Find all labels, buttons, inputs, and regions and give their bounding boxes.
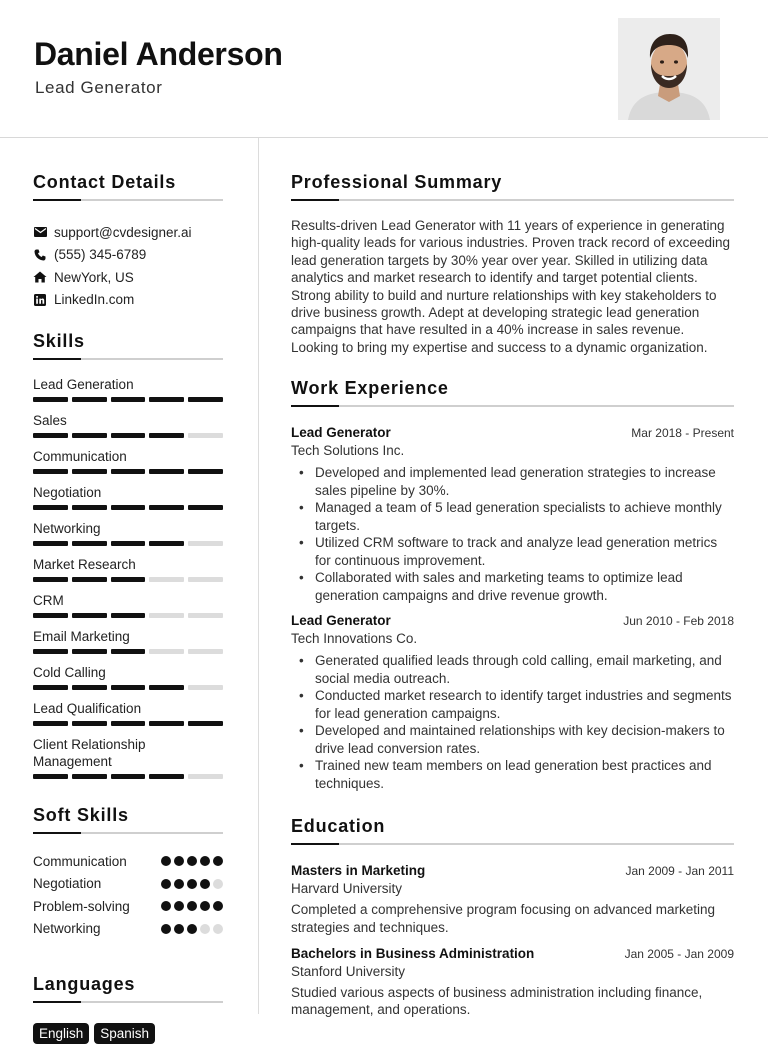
section-rule xyxy=(33,199,223,201)
skill-level-segment xyxy=(111,613,146,618)
section-rule xyxy=(291,405,734,407)
contact-linkedin-text: LinkedIn.com xyxy=(54,292,135,308)
skill-level-bar xyxy=(33,721,223,726)
rating-dot xyxy=(174,924,184,934)
skill-level-segment xyxy=(149,577,184,582)
rating-dot xyxy=(187,856,197,866)
rating-dot xyxy=(187,901,197,911)
languages-section xyxy=(33,974,223,1044)
skill-level-segment xyxy=(72,685,107,690)
sidebar xyxy=(33,138,223,1044)
skill-level-segment xyxy=(188,541,223,546)
rating-dot xyxy=(200,901,210,911)
education-date: Jan 2009 - Jan 2011 xyxy=(625,864,734,879)
summary-section xyxy=(291,172,734,356)
school-name: Stanford University xyxy=(291,964,406,980)
skill-level-bar xyxy=(33,613,223,618)
skill-item xyxy=(33,448,223,474)
summary-text: Results-driven Lead Generator with 11 years of experience in generating high-quality leads for various industries. Proven track record of exceeding lead generation targets by 30% year over year. Skilled in utilizing data analytics and market research to identify and target potential clients. Strong ability to build and nurture relationships with key stakeholders to drive business growth. Adept at developing strategic lead generation campaigns that have resulted in a 40% increase in sales revenue. Looking to bring my expertise and success to a dynamic organization. xyxy=(291,218,730,355)
job-bullets xyxy=(291,464,734,604)
education-heading: Education xyxy=(291,816,386,837)
skill-level-segment xyxy=(111,577,146,582)
skill-level-segment xyxy=(33,433,68,438)
skill-level-bar xyxy=(33,577,223,582)
rating-dot xyxy=(161,879,171,889)
skill-level-segment xyxy=(72,397,107,402)
contact-email[interactable] xyxy=(33,221,223,244)
rating-dot xyxy=(161,924,171,934)
degree-title: Bachelors in Business Administration xyxy=(291,946,535,962)
job-title: Lead Generator xyxy=(291,425,391,441)
skill-name: Communication xyxy=(33,449,127,464)
job-bullet: • Conducted market research to identify target industries and segments for lead generation campaigns. xyxy=(291,687,734,722)
contact-email-text: support@cvdesigner.ai xyxy=(54,224,192,240)
skill-level-segment xyxy=(33,721,68,726)
soft-skill-name: Problem-solving xyxy=(33,898,130,914)
job-title: Lead Generator xyxy=(291,613,391,629)
skill-level-segment xyxy=(72,721,107,726)
school-name: Harvard University xyxy=(291,881,403,897)
soft-skill-rating xyxy=(161,856,223,866)
skill-level-segment xyxy=(33,469,68,474)
soft-skills-heading: Soft Skills xyxy=(33,805,129,825)
skill-level-segment xyxy=(111,469,146,474)
job-bullet: • Collaborated with sales and marketing teams to optimize lead generation campaigns and drive revenue growth. xyxy=(291,569,734,604)
job-bullet: • Generated qualified leads through cold calling, email marketing, and social media outreach. xyxy=(291,652,734,687)
rating-dot xyxy=(161,856,171,866)
skill-level-segment xyxy=(72,541,107,546)
skill-item xyxy=(33,520,223,546)
skill-level-segment xyxy=(33,397,68,402)
soft-skill-item xyxy=(33,850,223,873)
job-bullet: • Trained new team members on lead generation best practices and techniques. xyxy=(291,757,734,792)
skill-name: Networking xyxy=(33,521,101,536)
skill-level-segment xyxy=(149,505,184,510)
candidate-name: Daniel Anderson xyxy=(34,36,283,72)
rating-dot xyxy=(174,901,184,911)
skill-level-segment xyxy=(33,505,68,510)
rating-dot xyxy=(213,924,223,934)
skill-item xyxy=(33,412,223,438)
envelope-icon xyxy=(33,225,47,239)
soft-skill-item xyxy=(33,895,223,918)
contact-location-text: NewYork, US xyxy=(54,269,134,285)
skill-level-segment xyxy=(111,541,146,546)
skill-level-bar xyxy=(33,541,223,546)
rating-dot xyxy=(200,924,210,934)
skill-level-bar xyxy=(33,433,223,438)
section-rule xyxy=(291,843,734,845)
main-content xyxy=(291,138,734,1019)
skill-level-segment xyxy=(72,649,107,654)
education-entry xyxy=(291,863,734,936)
skill-item xyxy=(33,700,223,726)
profile-photo xyxy=(618,18,720,120)
section-rule xyxy=(33,1001,223,1003)
skill-level-segment xyxy=(188,469,223,474)
soft-skill-rating xyxy=(161,924,223,934)
skill-name: Sales xyxy=(33,413,67,428)
languages-heading: Languages xyxy=(33,974,136,994)
job-entry xyxy=(291,425,734,604)
skill-name: Client Relationship Management xyxy=(33,737,146,769)
phone-icon xyxy=(33,248,47,262)
skill-level-segment xyxy=(33,541,68,546)
skill-item xyxy=(33,556,223,582)
skill-level-segment xyxy=(188,613,223,618)
contact-location xyxy=(33,266,223,289)
rating-dot xyxy=(174,879,184,889)
language-badge: Spanish xyxy=(94,1023,155,1044)
rating-dot xyxy=(213,879,223,889)
rating-dot xyxy=(187,924,197,934)
resume-header xyxy=(0,0,768,138)
soft-skills-section xyxy=(33,805,223,940)
skill-level-segment xyxy=(149,649,184,654)
skill-level-bar xyxy=(33,505,223,510)
soft-skill-rating xyxy=(161,879,223,889)
skill-level-segment xyxy=(188,721,223,726)
skill-level-segment xyxy=(72,433,107,438)
skill-level-segment xyxy=(111,505,146,510)
column-divider xyxy=(258,138,259,1014)
skill-level-segment xyxy=(33,774,68,779)
skill-level-bar xyxy=(33,685,223,690)
skill-level-segment xyxy=(149,433,184,438)
section-rule xyxy=(33,832,223,834)
job-bullet: • Managed a team of 5 lead generation specialists to achieve monthly targets. xyxy=(291,499,734,534)
skill-level-bar xyxy=(33,774,223,779)
skill-level-segment xyxy=(188,774,223,779)
skill-name: Lead Qualification xyxy=(33,701,142,716)
soft-skill-item xyxy=(33,918,223,941)
rating-dot xyxy=(213,856,223,866)
skill-level-segment xyxy=(111,685,146,690)
contact-linkedin[interactable] xyxy=(33,289,223,312)
skill-level-segment xyxy=(72,774,107,779)
rating-dot xyxy=(174,856,184,866)
skill-level-segment xyxy=(111,397,146,402)
soft-skill-rating xyxy=(161,901,223,911)
soft-skill-name: Networking xyxy=(33,921,101,937)
education-entry xyxy=(291,946,734,1019)
education-date: Jan 2005 - Jan 2009 xyxy=(624,947,734,962)
job-date: Mar 2018 - Present xyxy=(631,426,734,441)
soft-skill-name: Negotiation xyxy=(33,876,102,892)
person-portrait-icon xyxy=(618,18,720,120)
skill-level-segment xyxy=(188,505,223,510)
rating-dot xyxy=(200,856,210,866)
soft-skills-list xyxy=(33,850,223,940)
linkedin-icon xyxy=(33,293,47,307)
job-bullet: • Utilized CRM software to track and analyze lead generation metrics for continuous improvement. xyxy=(291,534,734,569)
skill-name: Email Marketing xyxy=(33,629,130,644)
skill-name: Market Research xyxy=(33,557,136,572)
skill-level-segment xyxy=(149,397,184,402)
contact-phone[interactable] xyxy=(33,244,223,267)
rating-dot xyxy=(161,901,171,911)
home-icon xyxy=(33,270,47,284)
skill-level-segment xyxy=(188,397,223,402)
skill-item xyxy=(33,376,223,402)
skill-name: Cold Calling xyxy=(33,665,106,680)
job-bullet: • Developed and maintained relationships with key decision-makers to drive lead conversion rates. xyxy=(291,722,734,757)
skill-level-segment xyxy=(188,577,223,582)
skill-level-segment xyxy=(188,433,223,438)
skill-item xyxy=(33,592,223,618)
skill-level-segment xyxy=(33,649,68,654)
candidate-title: Lead Generator xyxy=(35,78,163,97)
skill-level-segment xyxy=(111,433,146,438)
skill-level-segment xyxy=(149,774,184,779)
contact-phone-text: (555) 345-6789 xyxy=(54,247,147,263)
rating-dot xyxy=(187,879,197,889)
section-rule xyxy=(291,199,734,201)
skill-level-segment xyxy=(72,505,107,510)
skill-item xyxy=(33,484,223,510)
soft-skill-name: Communication xyxy=(33,853,127,869)
section-rule xyxy=(33,358,223,360)
skill-name: Lead Generation xyxy=(33,377,134,392)
skill-level-segment xyxy=(72,577,107,582)
education-section xyxy=(291,816,734,1019)
education-description: Studied various aspects of business administration including finance, management, and operations. xyxy=(291,985,703,1018)
skill-level-segment xyxy=(33,613,68,618)
skill-level-segment xyxy=(188,685,223,690)
skill-level-segment xyxy=(33,685,68,690)
skill-level-segment xyxy=(111,774,146,779)
contact-section xyxy=(33,172,223,311)
contact-list xyxy=(33,221,223,311)
degree-title: Masters in Marketing xyxy=(291,863,426,879)
skill-level-bar xyxy=(33,469,223,474)
languages-list xyxy=(33,1023,223,1044)
skill-name: CRM xyxy=(33,593,64,608)
contact-heading: Contact Details xyxy=(33,172,177,192)
skill-level-segment xyxy=(149,541,184,546)
skill-item xyxy=(33,628,223,654)
skill-name: Negotiation xyxy=(33,485,102,500)
soft-skill-item xyxy=(33,873,223,896)
skills-list xyxy=(33,376,223,779)
skill-level-segment xyxy=(149,613,184,618)
job-bullets xyxy=(291,652,734,792)
skills-section xyxy=(33,331,223,779)
job-company: Tech Innovations Co. xyxy=(291,631,418,647)
skill-level-segment xyxy=(149,469,184,474)
job-company: Tech Solutions Inc. xyxy=(291,443,405,459)
skill-item xyxy=(33,664,223,690)
skill-level-segment xyxy=(33,577,68,582)
skill-level-segment xyxy=(111,721,146,726)
skill-level-segment xyxy=(72,469,107,474)
job-entry xyxy=(291,613,734,792)
experience-section xyxy=(291,378,734,792)
skill-level-segment xyxy=(72,613,107,618)
experience-heading: Work Experience xyxy=(291,378,449,399)
skill-level-segment xyxy=(149,721,184,726)
job-date: Jun 2010 - Feb 2018 xyxy=(623,614,734,629)
skill-level-segment xyxy=(111,649,146,654)
skill-level-segment xyxy=(149,685,184,690)
job-bullet: • Developed and implemented lead generation strategies to increase sales pipeline by 30%. xyxy=(291,464,734,499)
skills-heading: Skills xyxy=(33,331,85,351)
skill-item xyxy=(33,736,223,779)
rating-dot xyxy=(213,901,223,911)
education-description: Completed a comprehensive program focusing on advanced marketing strategies and techniques. xyxy=(291,902,715,935)
skill-level-bar xyxy=(33,649,223,654)
skill-level-segment xyxy=(188,649,223,654)
rating-dot xyxy=(200,879,210,889)
skill-level-bar xyxy=(33,397,223,402)
summary-heading: Professional Summary xyxy=(291,172,503,192)
language-badge: English xyxy=(33,1023,89,1044)
